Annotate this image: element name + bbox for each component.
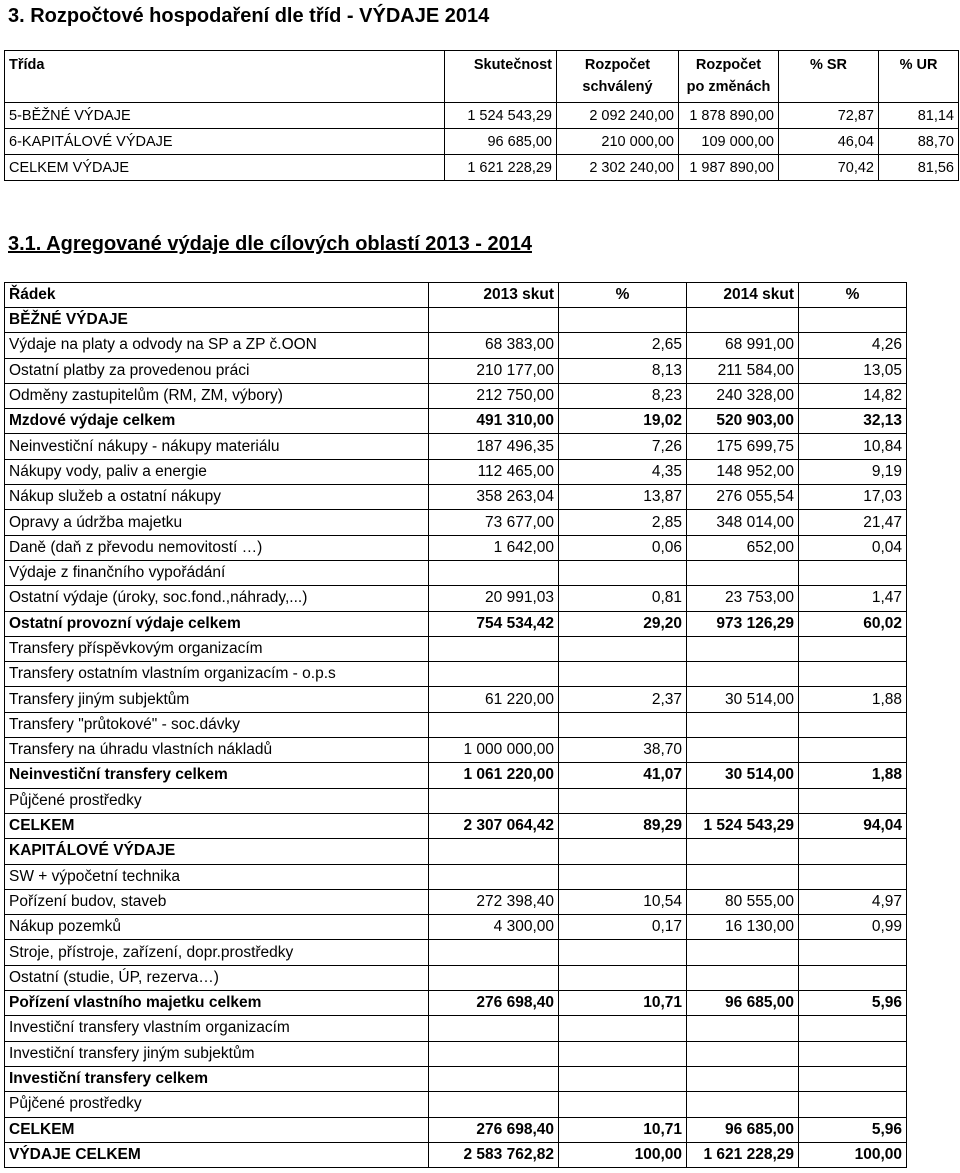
table-cell: 1 621 228,29 <box>687 1142 799 1167</box>
table-cell: 652,00 <box>687 535 799 560</box>
table-cell: Ostatní platby za provedenou práci <box>5 358 429 383</box>
table-cell <box>559 636 687 661</box>
table-cell: 41,07 <box>559 763 687 788</box>
table-cell <box>799 965 907 990</box>
table-cell <box>559 788 687 813</box>
table-cell: Transfery ostatním vlastním organizacím - o.p.s <box>5 662 429 687</box>
table-cell: Výdaje z finančního vypořádání <box>5 560 429 585</box>
table-cell: 7,26 <box>559 434 687 459</box>
table-cell: VÝDAJE CELKEM <box>5 1142 429 1167</box>
table-row <box>5 510 907 535</box>
table-cell: 10,71 <box>559 1117 687 1142</box>
table-cell: 68 383,00 <box>429 333 559 358</box>
table-cell <box>799 636 907 661</box>
table-cell <box>429 965 559 990</box>
table-cell: 30 514,00 <box>687 687 799 712</box>
table-cell: 1 987 890,00 <box>679 155 779 181</box>
table-cell <box>429 662 559 687</box>
budget-class-table <box>4 50 959 181</box>
table-cell: 272 398,40 <box>429 889 559 914</box>
table-cell <box>799 864 907 889</box>
table-cell <box>429 1066 559 1091</box>
table-row <box>5 864 907 889</box>
table-row <box>5 103 959 129</box>
table-cell: Daně (daň z převodu nemovitostí …) <box>5 535 429 560</box>
table-row <box>5 1142 907 1167</box>
table-cell: Transfery na úhradu vlastních nákladů <box>5 738 429 763</box>
table-cell: 4,35 <box>559 459 687 484</box>
table-cell: 32,13 <box>799 409 907 434</box>
col-header-radek: Řádek <box>5 283 429 308</box>
table-cell: 88,70 <box>879 129 959 155</box>
table-cell: SW + výpočetní technika <box>5 864 429 889</box>
table-cell: 1,88 <box>799 687 907 712</box>
table-cell <box>799 1041 907 1066</box>
table-cell: 21,47 <box>799 510 907 535</box>
table-cell <box>559 662 687 687</box>
table-row <box>5 738 907 763</box>
table-cell: Nákupy vody, paliv a energie <box>5 459 429 484</box>
table-cell: 109 000,00 <box>679 129 779 155</box>
table-row <box>5 763 907 788</box>
table-cell: Odměny zastupitelům (RM, ZM, výbory) <box>5 383 429 408</box>
table-row <box>5 1066 907 1091</box>
table-cell: Neinvestiční transfery celkem <box>5 763 429 788</box>
table-header-row <box>5 51 959 103</box>
table-cell <box>687 864 799 889</box>
table-cell: 1 524 543,29 <box>445 103 557 129</box>
table-cell: 1 000 000,00 <box>429 738 559 763</box>
table-cell <box>687 738 799 763</box>
table-cell <box>429 712 559 737</box>
table-row <box>5 333 907 358</box>
table-cell: Stroje, přístroje, zařízení, dopr.prostředky <box>5 940 429 965</box>
table-cell: 4,97 <box>799 889 907 914</box>
table-cell: 2,85 <box>559 510 687 535</box>
table-cell: Transfery "průtokové" - soc.dávky <box>5 712 429 737</box>
table-row <box>5 611 907 636</box>
table-cell: 19,02 <box>559 409 687 434</box>
table-cell: 491 310,00 <box>429 409 559 434</box>
table-cell: 100,00 <box>799 1142 907 1167</box>
table-cell <box>429 1092 559 1117</box>
col-header-pct-2014: % <box>799 283 907 308</box>
table-cell: CELKEM VÝDAJE <box>5 155 445 181</box>
table-cell: 0,99 <box>799 915 907 940</box>
table-cell: 96 685,00 <box>687 1117 799 1142</box>
table-cell: 70,42 <box>779 155 879 181</box>
table-cell <box>429 560 559 585</box>
table-cell: CELKEM <box>5 1117 429 1142</box>
table-row <box>5 308 907 333</box>
table-cell: Opravy a údržba majetku <box>5 510 429 535</box>
table-cell <box>687 308 799 333</box>
table-cell: 520 903,00 <box>687 409 799 434</box>
table-cell: Pořízení vlastního majetku celkem <box>5 991 429 1016</box>
table-cell: 276 055,54 <box>687 485 799 510</box>
table-cell <box>799 712 907 737</box>
table-cell: 20 991,03 <box>429 586 559 611</box>
table-cell: 13,05 <box>799 358 907 383</box>
table-row <box>5 687 907 712</box>
table-cell <box>687 1016 799 1041</box>
table-cell <box>559 712 687 737</box>
col-header-rozpocet-schvaleny: Rozpočet schválený <box>557 51 679 103</box>
table-cell: 100,00 <box>559 1142 687 1167</box>
col-header-sr: % SR <box>779 51 879 103</box>
table-cell <box>429 864 559 889</box>
table-cell <box>687 1092 799 1117</box>
table-cell: 0,04 <box>799 535 907 560</box>
table-cell <box>687 965 799 990</box>
table-row <box>5 965 907 990</box>
table-row <box>5 485 907 510</box>
table-cell: 187 496,35 <box>429 434 559 459</box>
table-cell <box>429 940 559 965</box>
table-cell: 212 750,00 <box>429 383 559 408</box>
table-row <box>5 813 907 838</box>
table-cell: 68 991,00 <box>687 333 799 358</box>
table-cell <box>687 1041 799 1066</box>
table-header-row <box>5 283 907 308</box>
table-cell: 4 300,00 <box>429 915 559 940</box>
table-cell: 1,88 <box>799 763 907 788</box>
table-cell <box>429 308 559 333</box>
table-cell: 10,84 <box>799 434 907 459</box>
table-cell: 2,65 <box>559 333 687 358</box>
table-cell <box>687 788 799 813</box>
table-cell: 6-KAPITÁLOVÉ VÝDAJE <box>5 129 445 155</box>
table-cell: 16 130,00 <box>687 915 799 940</box>
table-cell <box>799 738 907 763</box>
table-cell: 1 061 220,00 <box>429 763 559 788</box>
table-row <box>5 839 907 864</box>
table-cell <box>799 662 907 687</box>
table-cell: 112 465,00 <box>429 459 559 484</box>
table-row <box>5 358 907 383</box>
section-subtitle: 3.1. Agregované výdaje dle cílových oblastí 2013 - 2014 <box>8 233 532 255</box>
table-cell: Investiční transfery vlastním organizacím <box>5 1016 429 1041</box>
table-cell: 81,14 <box>879 103 959 129</box>
table-cell <box>687 662 799 687</box>
table-cell <box>559 839 687 864</box>
table-row <box>5 889 907 914</box>
table-cell: 73 677,00 <box>429 510 559 535</box>
table-cell: 30 514,00 <box>687 763 799 788</box>
table-cell: 9,19 <box>799 459 907 484</box>
table-cell: 96 685,00 <box>687 991 799 1016</box>
table-cell: BĚŽNÉ VÝDAJE <box>5 308 429 333</box>
table-row <box>5 409 907 434</box>
table-cell: 46,04 <box>779 129 879 155</box>
table-cell <box>429 839 559 864</box>
table-cell: 210 177,00 <box>429 358 559 383</box>
table-cell: 17,03 <box>799 485 907 510</box>
table-cell: 38,70 <box>559 738 687 763</box>
table-row <box>5 662 907 687</box>
table-cell: Transfery jiným subjektům <box>5 687 429 712</box>
table-cell: 23 753,00 <box>687 586 799 611</box>
table-row <box>5 155 959 181</box>
table-cell: Investiční transfery jiným subjektům <box>5 1041 429 1066</box>
table-cell <box>429 1016 559 1041</box>
table-cell: Ostatní (studie, ÚP, rezerva…) <box>5 965 429 990</box>
table-cell <box>799 940 907 965</box>
table-cell <box>559 965 687 990</box>
table-cell: Nákup služeb a ostatní nákupy <box>5 485 429 510</box>
table-cell <box>429 788 559 813</box>
table-cell <box>687 839 799 864</box>
table-cell: Půjčené prostředky <box>5 1092 429 1117</box>
table-cell: 210 000,00 <box>557 129 679 155</box>
table-row <box>5 940 907 965</box>
table-cell <box>559 1041 687 1066</box>
table-cell <box>429 636 559 661</box>
table-row <box>5 788 907 813</box>
table-cell: 754 534,42 <box>429 611 559 636</box>
table-cell <box>799 788 907 813</box>
table-row <box>5 383 907 408</box>
table-cell <box>559 1066 687 1091</box>
table-cell: Transfery příspěvkovým organizacím <box>5 636 429 661</box>
table-cell: 72,87 <box>779 103 879 129</box>
table-cell: 1,47 <box>799 586 907 611</box>
table-cell <box>687 940 799 965</box>
col-header-skutecnost: Skutečnost <box>445 51 557 103</box>
table-cell: 1 524 543,29 <box>687 813 799 838</box>
table-cell: 2 302 240,00 <box>557 155 679 181</box>
table-cell: 14,82 <box>799 383 907 408</box>
table-cell: 5,96 <box>799 991 907 1016</box>
table-cell: 8,13 <box>559 358 687 383</box>
table-cell <box>799 1092 907 1117</box>
table-cell: Investiční transfery celkem <box>5 1066 429 1091</box>
table-cell: 5-BĚŽNÉ VÝDAJE <box>5 103 445 129</box>
table-cell: 0,81 <box>559 586 687 611</box>
col-header-rozpocet-po-zmenach: Rozpočet po změnách <box>679 51 779 103</box>
table-cell: 10,71 <box>559 991 687 1016</box>
col-header-2013: 2013 skut <box>429 283 559 308</box>
table-row <box>5 636 907 661</box>
table-cell: KAPITÁLOVÉ VÝDAJE <box>5 839 429 864</box>
table-row <box>5 1117 907 1142</box>
page-title: 3. Rozpočtové hospodaření dle tříd - VÝDAJE 2014 <box>8 5 490 27</box>
table-cell: CELKEM <box>5 813 429 838</box>
table-cell: 276 698,40 <box>429 1117 559 1142</box>
table-cell <box>687 1066 799 1091</box>
table-cell: Půjčené prostředky <box>5 788 429 813</box>
table-row <box>5 1092 907 1117</box>
table-cell: 89,29 <box>559 813 687 838</box>
table-cell: Mzdové výdaje celkem <box>5 409 429 434</box>
table-cell: Nákup pozemků <box>5 915 429 940</box>
table-cell: 211 584,00 <box>687 358 799 383</box>
table-cell <box>559 1092 687 1117</box>
table-cell: Ostatní výdaje (úroky, soc.fond.,náhrady,...) <box>5 586 429 611</box>
table-cell: 96 685,00 <box>445 129 557 155</box>
aggregated-expenses-table <box>4 282 907 1168</box>
table-cell: 8,23 <box>559 383 687 408</box>
table-cell <box>559 1016 687 1041</box>
col-header-pct-2013: % <box>559 283 687 308</box>
table-cell: 0,06 <box>559 535 687 560</box>
table-cell <box>559 560 687 585</box>
table-cell: 10,54 <box>559 889 687 914</box>
table-cell <box>559 864 687 889</box>
table-row <box>5 459 907 484</box>
table-cell: 0,17 <box>559 915 687 940</box>
table-cell: 60,02 <box>799 611 907 636</box>
table-cell: 2 583 762,82 <box>429 1142 559 1167</box>
col-header-2014: 2014 skut <box>687 283 799 308</box>
table-cell: 5,96 <box>799 1117 907 1142</box>
table-cell: 61 220,00 <box>429 687 559 712</box>
table-row <box>5 535 907 560</box>
table-cell <box>799 839 907 864</box>
table-cell: 2,37 <box>559 687 687 712</box>
table-cell: 2 307 064,42 <box>429 813 559 838</box>
table-cell <box>559 940 687 965</box>
table-cell: 80 555,00 <box>687 889 799 914</box>
table-cell: Pořízení budov, staveb <box>5 889 429 914</box>
table-cell <box>799 308 907 333</box>
col-header-trida: Třída <box>5 51 445 103</box>
table-cell: 81,56 <box>879 155 959 181</box>
table-cell: 240 328,00 <box>687 383 799 408</box>
table-row <box>5 560 907 585</box>
table-cell <box>429 1041 559 1066</box>
table-cell: 973 126,29 <box>687 611 799 636</box>
table-cell: 175 699,75 <box>687 434 799 459</box>
table-cell <box>687 636 799 661</box>
table-row <box>5 434 907 459</box>
table-cell: 94,04 <box>799 813 907 838</box>
table-row <box>5 712 907 737</box>
table-cell: 276 698,40 <box>429 991 559 1016</box>
table-row <box>5 129 959 155</box>
table-cell: 2 092 240,00 <box>557 103 679 129</box>
table-cell <box>799 1016 907 1041</box>
table-cell <box>799 560 907 585</box>
col-header-ur: % UR <box>879 51 959 103</box>
table-cell <box>799 1066 907 1091</box>
table-row <box>5 1016 907 1041</box>
table-row <box>5 915 907 940</box>
table-cell <box>687 712 799 737</box>
table-cell: Výdaje na platy a odvody na SP a ZP č.OON <box>5 333 429 358</box>
table-cell: 348 014,00 <box>687 510 799 535</box>
table-row <box>5 991 907 1016</box>
table-cell <box>559 308 687 333</box>
table-cell: 1 878 890,00 <box>679 103 779 129</box>
table-row <box>5 586 907 611</box>
table-cell: 358 263,04 <box>429 485 559 510</box>
table-cell: 13,87 <box>559 485 687 510</box>
table-cell: 4,26 <box>799 333 907 358</box>
table-cell: Ostatní provozní výdaje celkem <box>5 611 429 636</box>
table-cell: 148 952,00 <box>687 459 799 484</box>
table-cell: Neinvestiční nákupy - nákupy materiálu <box>5 434 429 459</box>
table-row <box>5 1041 907 1066</box>
table-cell: 29,20 <box>559 611 687 636</box>
table-cell: 1 642,00 <box>429 535 559 560</box>
table-cell: 1 621 228,29 <box>445 155 557 181</box>
table-cell <box>687 560 799 585</box>
